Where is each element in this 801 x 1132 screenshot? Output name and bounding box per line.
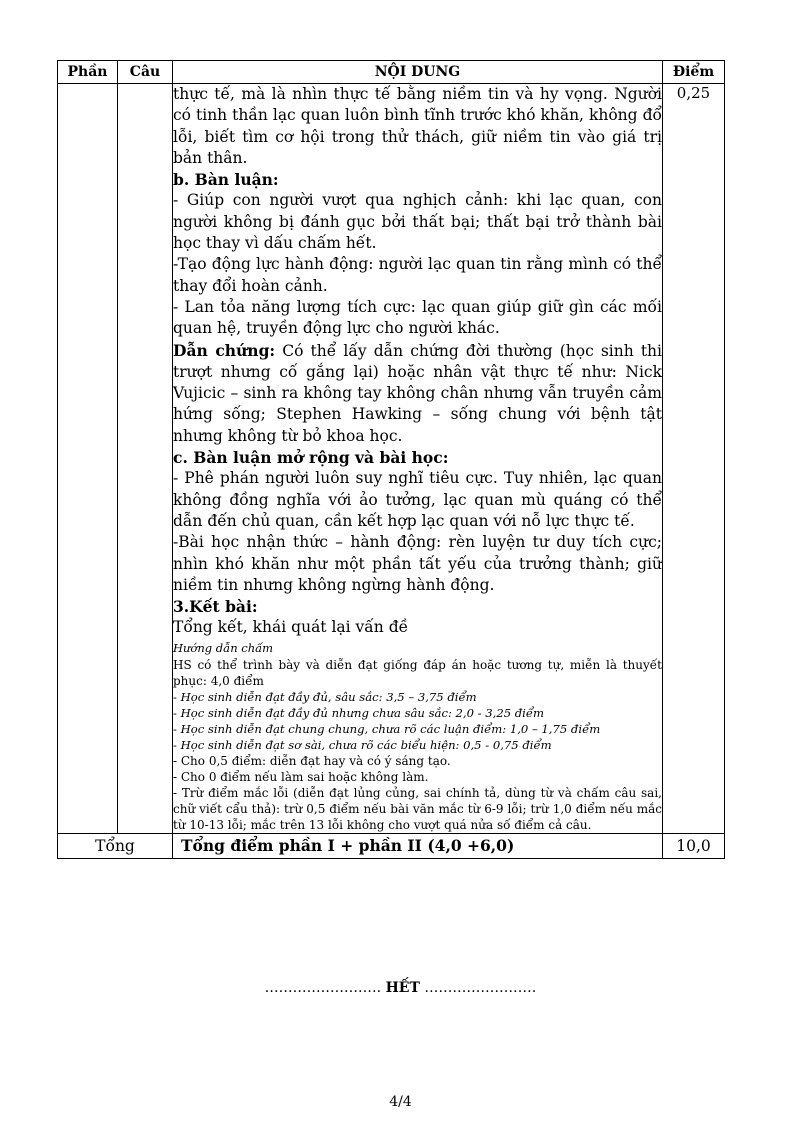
- total-content: Tổng điểm phần I + phần II (4,0 +6,0): [173, 833, 663, 858]
- end-marker: [0, 980, 801, 996]
- page-number: 4/4: [389, 1094, 412, 1110]
- discussion-point-1: - Giúp con người vượt qua nghịch cảnh: khi lạc quan, con người không bị đánh gục bởi thất bại; thất bại trở thành bài học thay vì dấu chấm hết.: [173, 191, 662, 253]
- header-score: Điểm: [663, 61, 725, 84]
- evidence-paragraph: [173, 340, 662, 447]
- total-label: Tổng: [58, 833, 173, 858]
- grading-guide-label: Hướng dẫn chấm: [173, 640, 274, 655]
- evidence-text: Có thể lấy dẫn chứng đời thường (học sinh thi trượt nhưng cố gắng lại) hoặc nhân vật thực tế như: Nick Vujicic – sinh ra không tay không chân nhưng vẫn truyền cảm hứng sống; Stephen Hawking – sống chung với bệnh tật nhưng không từ bỏ khoa học.: [173, 341, 662, 445]
- end-word: HẾT: [385, 980, 420, 996]
- intro-paragraph: thực tế, mà là nhìn thực tế bằng niềm tin và hy vọng. Người có tinh thần lạc quan luôn bình tĩnh trước khó khăn, không đổ lỗi, biết tìm cơ hội trong thử thách, giữ niềm tin vào giá trị bản thân.: [173, 85, 662, 167]
- part-cell: [58, 84, 118, 834]
- discussion-point-2: -Tạo động lực hành động: người lạc quan tin rằng mình có thể thay đổi hoàn cảnh.: [173, 255, 662, 295]
- table-header-row: [58, 61, 725, 84]
- content-row: [58, 84, 725, 834]
- extension-point-1: - Phê phán người luôn suy nghĩ tiêu cực. Tuy nhiên, lạc quan không đồng nghĩa với ảo tưởng, lạc quan mù quáng có thể dẫn đến chủ quan, cần kết hợp lạc quan với nỗ lực thực tế.: [173, 469, 662, 530]
- content-cell: [173, 84, 663, 834]
- extension-point-2: -Bài học nhận thức – hành động: rèn luyện tư duy tích cực; nhìn khó khăn như một phần tất yếu của trưởng thành; giữ niềm tin nhưng không ngừng hành động.: [173, 533, 662, 594]
- grading-note-3: - Trừ điểm mắc lỗi (diễn đạt lủng củng, sai chính tả, dùng từ và chấm câu sai, chữ viết cẩu thả): trừ 0,5 điểm nếu bài văn mắc từ 6-9 lỗi; trừ 1,0 điểm nếu mắc từ 10-13 lỗi; mắc trên 13 lỗi không cho vượt quá nửa số điểm cả câu.: [173, 785, 662, 832]
- total-row: [58, 833, 725, 858]
- total-score: 10,0: [663, 833, 725, 858]
- end-dots-left: …………………….: [264, 980, 386, 996]
- grading-level-1: - Học sinh diễn đạt đầy đủ, sâu sắc: 3,5 – 3,75 điểm: [173, 689, 477, 704]
- grading-level-2: - Học sinh diễn đạt đầy đủ nhưng chưa sâu sắc: 2,0 - 3,25 điểm: [173, 705, 545, 720]
- section-c-heading: c. Bàn luận mở rộng và bài học:: [173, 448, 449, 468]
- score-cell: 0,25: [663, 84, 725, 834]
- grading-level-4: - Học sinh diễn đạt sơ sài, chưa rõ các biểu hiện: 0,5 - 0,75 điểm: [173, 737, 552, 752]
- question-cell: [118, 84, 173, 834]
- grading-note-2: - Cho 0 điểm nếu làm sai hoặc không làm.: [173, 769, 429, 784]
- header-content: NỘI DUNG: [173, 61, 663, 84]
- discussion-point-3: - Lan tỏa năng lượng tích cực: lạc quan giúp giữ gìn các mối quan hệ, truyền động lực cho người khác.: [173, 297, 662, 338]
- section-b-heading: b. Bàn luận:: [173, 170, 279, 190]
- grading-note-1: - Cho 0,5 điểm: diễn đạt hay và có ý sáng tạo.: [173, 753, 451, 768]
- grading-guide-main: HS có thể trình bày và diễn đạt giống đáp án hoặc tương tự, miễn là thuyết phục: 4,0 điểm: [173, 657, 662, 688]
- header-question: Câu: [118, 61, 173, 84]
- header-part: Phần: [58, 61, 118, 84]
- grading-level-3: - Học sinh diễn đạt chung chung, chưa rõ các luận điểm: 1,0 – 1,75 điểm: [173, 721, 601, 736]
- conclusion-text: Tổng kết, khái quát lại vấn đề: [173, 618, 409, 637]
- end-dots-right: ……………………: [419, 980, 537, 996]
- section-3-heading: 3.Kết bài:: [173, 597, 258, 617]
- grading-table: [57, 60, 725, 859]
- evidence-label: Dẫn chứng:: [173, 340, 276, 360]
